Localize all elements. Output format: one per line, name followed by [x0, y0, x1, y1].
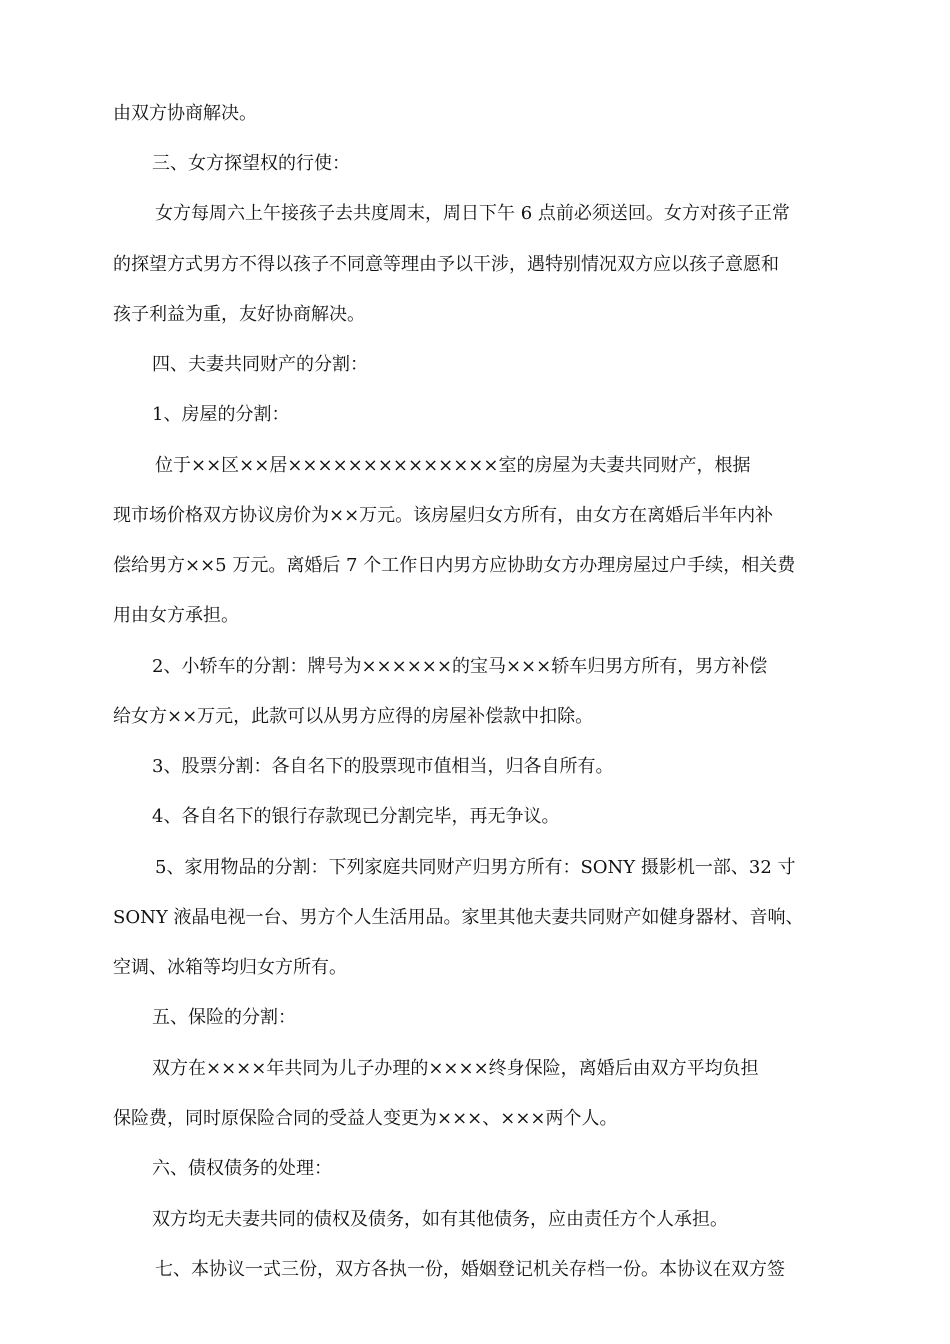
text-line: 1、房屋的分割：: [152, 404, 290, 425]
text-line: 的探望方式男方不得以孩子不同意等理由予以干涉，遇特别情况双方应以孩子意愿和: [113, 254, 779, 275]
text-line: 三、女方探望权的行使：: [152, 153, 350, 174]
text-line: 2、小轿车的分割：牌号为××××××的宝马×××轿车归男方所有，男方补偿: [152, 656, 768, 677]
text-line: 3、股票分割：各自名下的股票现市值相当，归各自所有。: [152, 756, 614, 777]
text-line: 四、夫妻共同财产的分割：: [152, 354, 368, 375]
text-line: 双方在××××年共同为儿子办理的××××终身保险，离婚后由双方平均负担: [152, 1058, 759, 1079]
text-line: 保险费，同时原保险合同的受益人变更为×××、×××两个人。: [113, 1108, 618, 1129]
text-line: 现市场价格双方协议房价为××万元。该房屋归女方所有，由女方在离婚后半年内补: [113, 505, 774, 526]
text-line: 空调、冰箱等均归女方所有。: [113, 957, 347, 978]
text-line: 4、各自名下的银行存款现已分割完毕，再无争议。: [152, 806, 560, 827]
text-line: 给女方××万元，此款可以从男方应得的房屋补偿款中扣除。: [113, 706, 594, 727]
text-line: 孩子利益为重，友好协商解决。: [113, 304, 365, 325]
text-line: 五、保险的分割：: [152, 1007, 296, 1028]
text-line: 双方均无夫妻共同的债权及债务，如有其他债务，应由责任方个人承担。: [152, 1209, 728, 1230]
text-line: 七、本协议一式三份，双方各执一份，婚姻登记机关存档一份。本协议在双方签: [155, 1259, 785, 1280]
text-line: 由双方协商解决。: [113, 103, 257, 124]
text-line: SONY 液晶电视一台、男方个人生活用品。家里其他夫妻共同财产如健身器材、音响、: [113, 907, 804, 928]
text-line: 六、债权债务的处理：: [152, 1158, 332, 1179]
text-line: 偿给男方××5 万元。离婚后 7 个工作日内男方应协助女方办理房屋过户手续，相关费: [113, 555, 796, 576]
text-line: 用由女方承担。: [113, 605, 239, 626]
text-line: 位于××区××居××××××××××××××室的房屋为夫妻共同财产，根据: [155, 455, 751, 476]
text-line: 5、家用物品的分割：下列家庭共同财产归男方所有：SONY 摄影机一部、32 寸: [155, 857, 796, 878]
text-line: 女方每周六上午接孩子去共度周末，周日下午 6 点前必须送回。女方对孩子正常: [155, 203, 790, 224]
